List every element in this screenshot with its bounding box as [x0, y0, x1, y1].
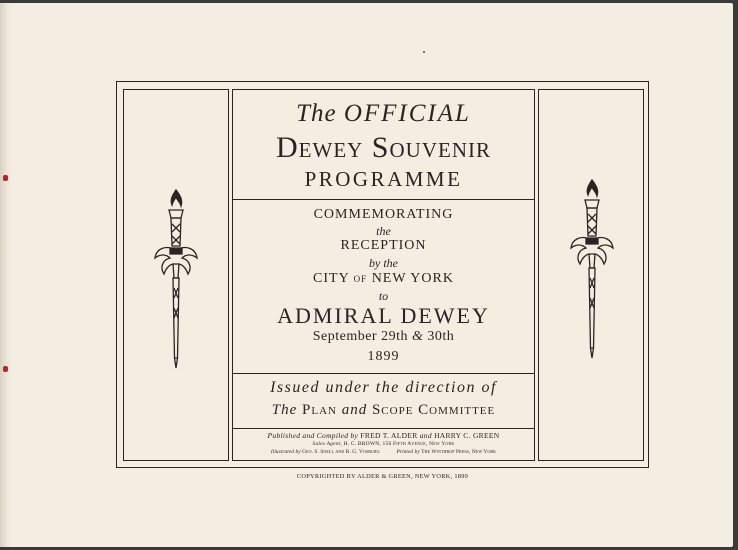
committee-scope: Scope Committee: [371, 402, 496, 418]
title-official: OFFICIAL: [343, 100, 471, 127]
published-label: Published and Compiled by: [267, 431, 359, 440]
new-york-text: NEW YORK: [371, 271, 454, 286]
committee-line: [233, 402, 534, 419]
compiler-green: HARRY C. GREEN: [434, 431, 500, 440]
dates-line: [233, 329, 534, 345]
torch-icon: [566, 178, 618, 360]
of-text: OF: [353, 274, 368, 284]
binding-thread-dot: [3, 366, 8, 372]
sales-line: [233, 441, 534, 447]
sales-label: Sales Agent,: [312, 441, 343, 447]
year-text: 1899: [367, 349, 400, 364]
illustrated-line: [233, 449, 534, 455]
binding-edge: [0, 3, 12, 547]
city-text: CITY: [313, 271, 350, 286]
published-line: [233, 431, 534, 440]
illustrated-label: Illustrated by: [270, 449, 301, 455]
date-ampersand: &: [411, 329, 424, 344]
issued-under-text: Issued under the direction of: [270, 379, 497, 396]
title-line-official: [233, 100, 534, 128]
committee-plan: Plan: [302, 402, 337, 418]
copyright-footer: COPYRIGHTED BY ALDER & GREEN, NEW YORK, 1899: [296, 473, 469, 480]
center-title-panel: [232, 89, 535, 461]
city-line: [233, 271, 534, 287]
issued-section: [233, 374, 534, 429]
title-the: The: [296, 100, 337, 127]
by-the-text: by the: [369, 256, 398, 270]
date-end: 30th: [427, 329, 455, 344]
ink-speck: [423, 51, 425, 53]
credits-section: [233, 429, 534, 460]
reception-section: [233, 200, 534, 374]
printed-label: Printed by: [396, 449, 420, 455]
binding-thread-dot: [3, 175, 8, 181]
torch-icon: [150, 188, 202, 370]
compilers-and: and: [419, 431, 432, 440]
commemorating-text: COMMEMORATING: [313, 207, 454, 222]
committee-and: and: [341, 402, 368, 418]
the-text: the: [376, 224, 391, 238]
to-text: to: [378, 289, 389, 303]
date-start: September 29th: [312, 329, 408, 344]
reception-text: RECEPTION: [340, 238, 427, 253]
title-dewey-souvenir: Dewey Souvenir: [276, 131, 491, 164]
committee-the: The: [271, 402, 298, 418]
illustrators: Geo. S. Snell and R. G. Vosburg: [302, 449, 380, 455]
printer: The Winthrop Press, New York: [421, 449, 497, 455]
compiler-alder: FRED T. ALDER: [360, 431, 418, 440]
sales-agent: H. C. BROWN, 156 Fifth Avenue, New York: [343, 441, 455, 447]
title-programme: PROGRAMME: [304, 167, 463, 191]
title-section: [233, 90, 534, 200]
admiral-dewey-text: ADMIRAL DEWEY: [277, 303, 490, 328]
